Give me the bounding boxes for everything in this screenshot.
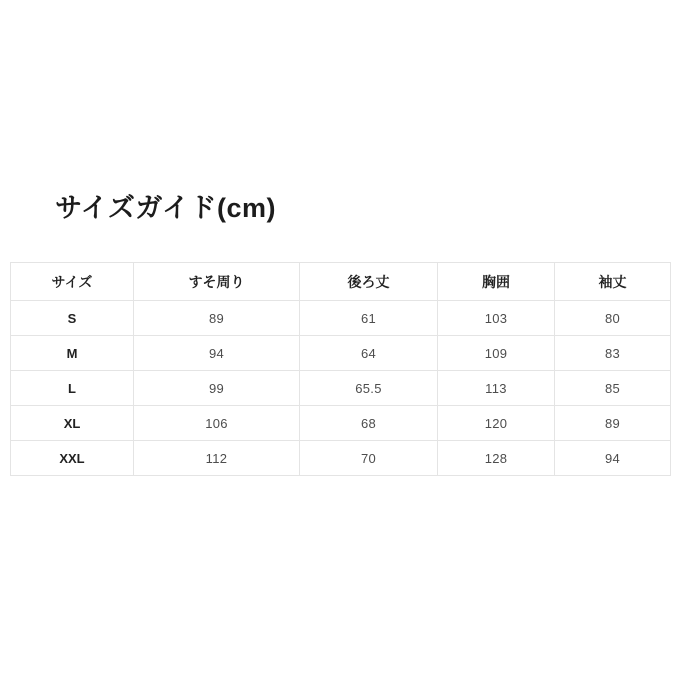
chest-value: 103 <box>438 301 555 336</box>
size-label: L <box>11 371 134 406</box>
column-header-chest: 胸囲 <box>438 263 555 301</box>
chest-value: 128 <box>438 441 555 476</box>
size-guide-title: サイズガイド(cm) <box>55 193 277 223</box>
hem-value: 89 <box>134 301 300 336</box>
table-row-m <box>11 336 671 371</box>
size-label: XXL <box>11 441 134 476</box>
table-row-xxl <box>11 441 671 476</box>
table-row-l <box>11 371 671 406</box>
column-header-sleeve: 袖丈 <box>555 263 671 301</box>
chest-value: 120 <box>438 406 555 441</box>
table-row-s <box>11 301 671 336</box>
chest-value: 113 <box>438 371 555 406</box>
size-label: M <box>11 336 134 371</box>
size-label: S <box>11 301 134 336</box>
sleeve-value: 85 <box>555 371 671 406</box>
hem-value: 112 <box>134 441 300 476</box>
hem-value: 106 <box>134 406 300 441</box>
size-guide-table <box>10 262 671 476</box>
back-value: 65.5 <box>300 371 438 406</box>
table-row-xl <box>11 406 671 441</box>
back-value: 68 <box>300 406 438 441</box>
hem-value: 94 <box>134 336 300 371</box>
size-label: XL <box>11 406 134 441</box>
back-value: 64 <box>300 336 438 371</box>
size-table-body <box>11 301 671 476</box>
sleeve-value: 83 <box>555 336 671 371</box>
hem-value: 99 <box>134 371 300 406</box>
sleeve-value: 94 <box>555 441 671 476</box>
chest-value: 109 <box>438 336 555 371</box>
back-value: 70 <box>300 441 438 476</box>
size-table-header <box>11 263 671 301</box>
column-header-size: サイズ <box>11 263 134 301</box>
back-value: 61 <box>300 301 438 336</box>
sleeve-value: 89 <box>555 406 671 441</box>
column-header-hem: すそ周り <box>134 263 300 301</box>
sleeve-value: 80 <box>555 301 671 336</box>
column-header-back: 後ろ丈 <box>300 263 438 301</box>
header-row <box>11 263 671 301</box>
